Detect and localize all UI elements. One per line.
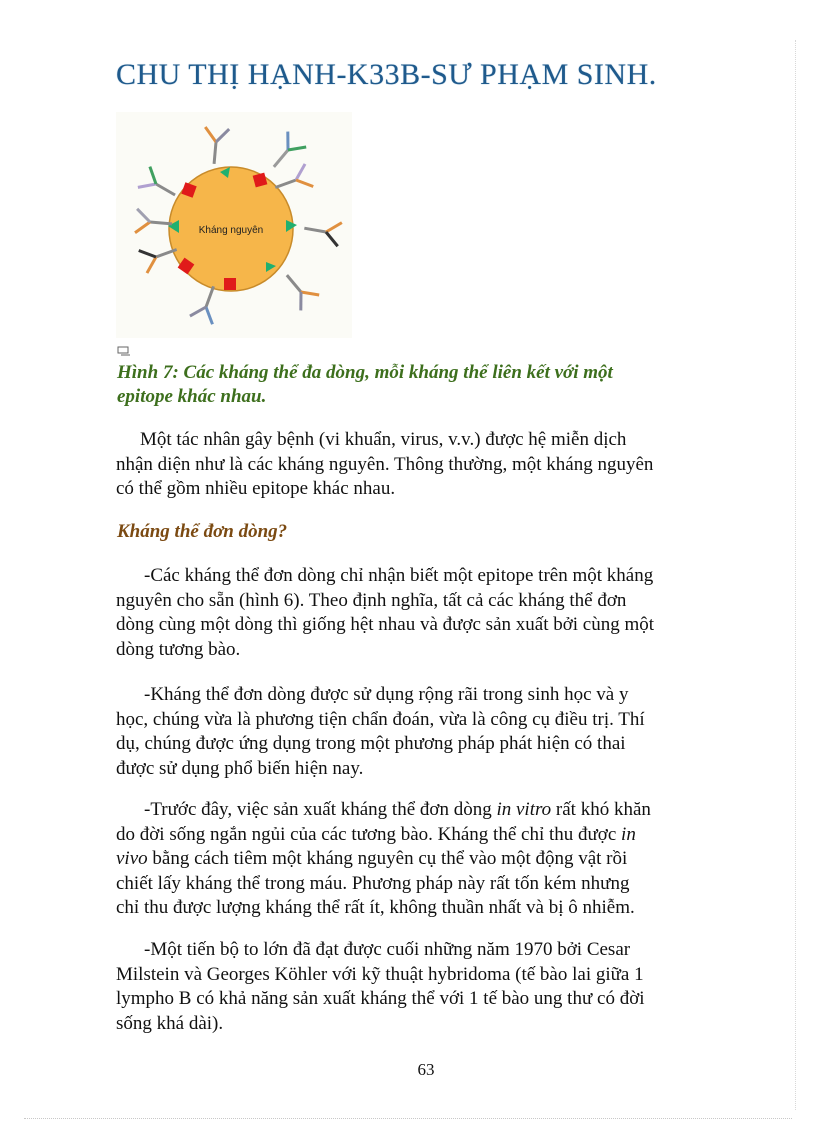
page-number: 63 xyxy=(417,1060,435,1079)
text-line: có thể gồm nhiều epitope khác nhau. xyxy=(116,478,396,499)
text-span: -Trước đây, việc sản xuất kháng thể đơn dòng xyxy=(144,799,497,820)
text-line: -Kháng thể đơn dòng được sử dụng rộng rãi trong sinh học và y xyxy=(144,684,629,705)
page-border-right xyxy=(795,40,796,1110)
text-line: -Các kháng thể đơn dòng chỉ nhận biết một epitope trên một kháng xyxy=(144,565,654,586)
text-line: chỉ thu được lượng kháng thể rất ít, không thuần nhất và bị ô nhiễm. xyxy=(116,897,635,918)
footer-rule xyxy=(24,1118,792,1119)
figure-caption xyxy=(117,361,717,409)
text-line: được sử dụng phổ biến hiện nay. xyxy=(116,757,364,779)
text-line: Một tác nhân gây bệnh (vi khuẩn, virus, v.v.) được hệ miễn dịch xyxy=(140,429,627,450)
text-line: sống khá dài). xyxy=(116,1012,224,1034)
text-span: do đời sống ngắn ngủi của các tương bào. Kháng thể chỉ thu được xyxy=(116,823,622,845)
text-line: dụ, chúng được ứng dụng trong một phương pháp phát hiện có thai xyxy=(116,733,626,754)
caption-line-1: Hình 7: Các kháng thể đa dòng, mỗi kháng thể liên kết với một xyxy=(117,362,613,383)
polyclonal-antibody-diagram xyxy=(116,112,352,338)
antibody-figure xyxy=(116,112,352,338)
intro-paragraph xyxy=(116,428,736,502)
text-line: Milstein và Georges Köhler với kỹ thuật hybridoma (tế bào lai giữa 1 xyxy=(116,963,644,985)
paragraph-4 xyxy=(116,938,736,1036)
text-line: nguyên cho sẵn (hình 6). Theo định nghĩa, tất cả các kháng thể đơn xyxy=(116,589,627,611)
text-line: dòng tương bào. xyxy=(116,638,241,660)
caption-line-2: epitope khác nhau. xyxy=(117,386,267,407)
text-line: chiết lấy kháng thể trong máu. Phương pháp này rất tốn kém nhưng xyxy=(116,872,630,894)
antigen-label: Kháng nguyên xyxy=(198,225,264,236)
text-span: rất khó khăn xyxy=(551,799,651,820)
paragraph-2 xyxy=(116,683,736,781)
text-line xyxy=(116,798,736,823)
italic-term: in vitro xyxy=(496,799,552,820)
text-line: dòng cùng một dòng thì giống hệt nhau và được sản xuất bởi cùng một xyxy=(116,614,655,635)
text-line: nhận diện như là các kháng nguyên. Thông thường, một kháng nguyên xyxy=(116,453,654,475)
italic-term: in xyxy=(621,823,636,845)
paragraph-3 xyxy=(116,798,736,921)
text-line: học, chúng vừa là phương tiện chẩn đoán, vừa là công cụ điều trị. Thí xyxy=(116,708,645,730)
italic-term: vivo xyxy=(116,848,148,869)
text-span: bằng cách tiêm một kháng nguyên cụ thể vào một động vật rồi xyxy=(147,848,628,869)
text-line: -Một tiến bộ to lớn đã đạt được cuối những năm 1970 bởi Cesar xyxy=(144,939,631,960)
page-title: CHU THỊ HẠNH-K33B-SƯ PHẠM SINH. xyxy=(116,58,657,91)
anchor-icon xyxy=(117,346,131,356)
text-line xyxy=(116,847,736,872)
section-heading: Kháng thể đơn dòng? xyxy=(117,521,288,542)
paragraph-1 xyxy=(116,564,736,662)
text-line: lympho B có khả năng sản xuất kháng thể với 1 tế bào ung thư có đời xyxy=(116,988,645,1009)
text-line xyxy=(116,823,736,848)
